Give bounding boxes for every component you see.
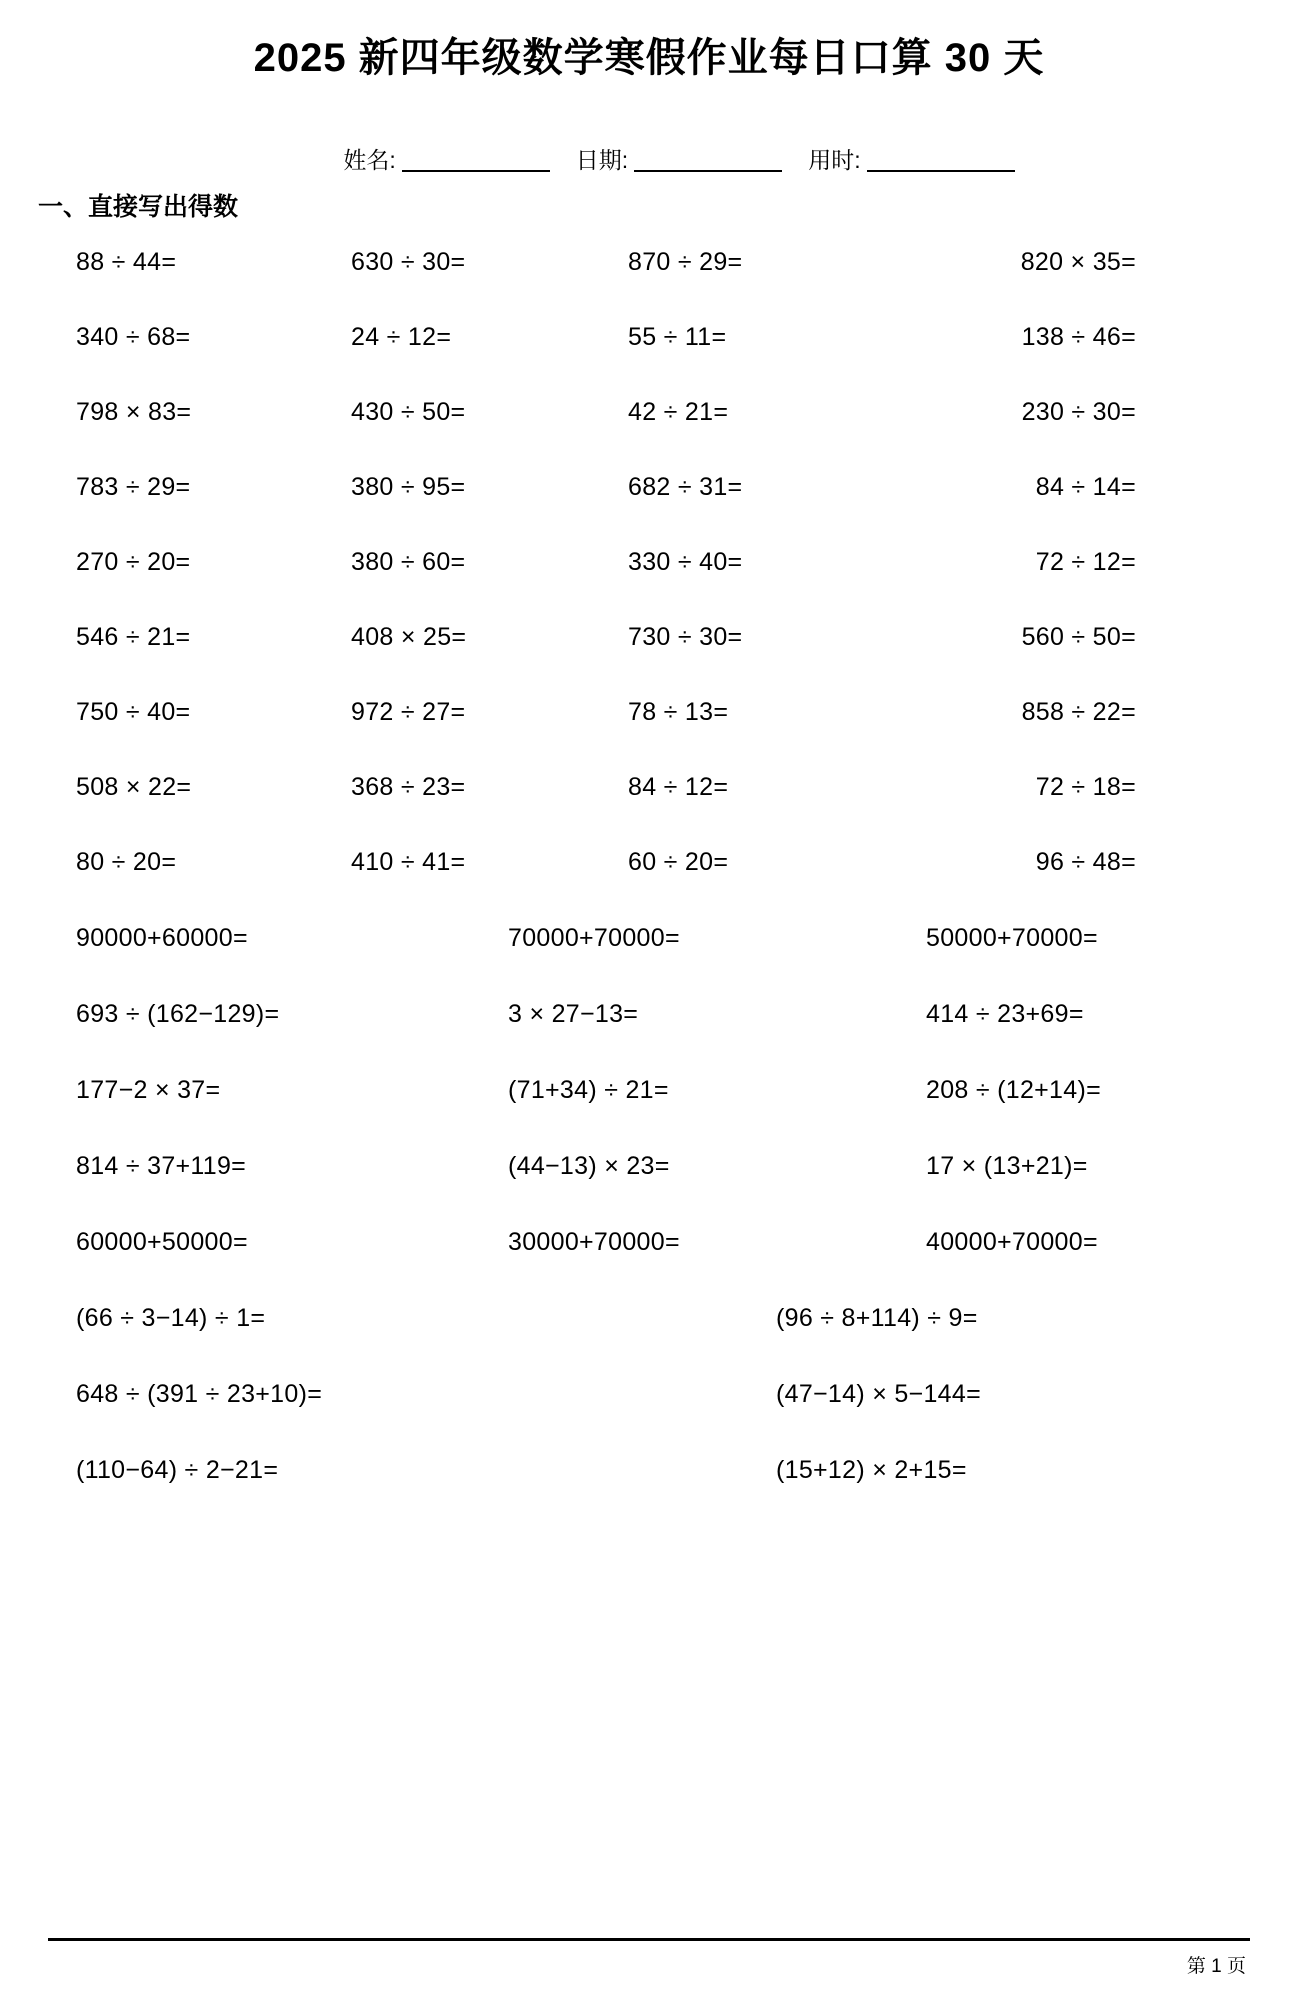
problem-item[interactable]: 693 ÷ (162−129)= bbox=[76, 999, 280, 1028]
problem-item[interactable]: 330 ÷ 40= bbox=[628, 548, 743, 577]
problem-item[interactable]: 798 × 83= bbox=[76, 398, 192, 427]
problem-item[interactable]: 208 ÷ (12+14)= bbox=[926, 1075, 1101, 1104]
problem-row bbox=[48, 1432, 1250, 1508]
problem-item[interactable]: 783 ÷ 29= bbox=[76, 473, 191, 502]
problem-item[interactable]: 96 ÷ 48= bbox=[1035, 848, 1136, 877]
problem-item[interactable]: 380 ÷ 95= bbox=[351, 473, 466, 502]
problem-item[interactable]: 84 ÷ 12= bbox=[628, 773, 729, 802]
problem-item[interactable]: 78 ÷ 13= bbox=[628, 698, 729, 727]
problem-item[interactable]: 72 ÷ 12= bbox=[1035, 548, 1136, 577]
problem-row bbox=[48, 1280, 1250, 1356]
problem-row bbox=[48, 1356, 1250, 1432]
problem-item[interactable]: 368 ÷ 23= bbox=[351, 773, 466, 802]
time-blank-line[interactable] bbox=[867, 150, 1015, 172]
problem-row bbox=[48, 1128, 1250, 1204]
problem-item[interactable]: 546 ÷ 21= bbox=[76, 623, 191, 652]
name-field bbox=[343, 146, 549, 173]
problem-item[interactable]: (15+12) × 2+15= bbox=[776, 1455, 967, 1484]
problem-item[interactable]: 50000+70000= bbox=[926, 923, 1098, 952]
problem-item[interactable]: 858 ÷ 22= bbox=[1021, 698, 1136, 727]
student-info-row bbox=[48, 146, 1250, 173]
problem-list bbox=[48, 225, 1250, 2000]
page-title: 2025 新四年级数学寒假作业每日口算 30 天 bbox=[253, 36, 1045, 80]
problem-row bbox=[48, 525, 1250, 600]
problem-item[interactable]: (44−13) × 23= bbox=[508, 1151, 670, 1180]
problem-row bbox=[48, 900, 1250, 976]
problem-item[interactable]: 870 ÷ 29= bbox=[628, 248, 743, 277]
problem-row bbox=[48, 600, 1250, 675]
name-blank-line[interactable] bbox=[402, 150, 550, 172]
problem-item[interactable]: 972 ÷ 27= bbox=[351, 698, 466, 727]
problem-item[interactable]: 270 ÷ 20= bbox=[76, 548, 191, 577]
problem-item[interactable]: 560 ÷ 50= bbox=[1021, 623, 1136, 652]
problem-item[interactable]: (47−14) × 5−144= bbox=[776, 1379, 981, 1408]
time-field bbox=[808, 146, 1014, 173]
footer-divider bbox=[48, 1938, 1250, 1941]
problem-item[interactable]: 3 × 27−13= bbox=[508, 999, 639, 1028]
problem-item[interactable]: 55 ÷ 11= bbox=[628, 323, 727, 352]
date-field bbox=[575, 146, 782, 173]
problem-row bbox=[48, 825, 1250, 900]
problem-item[interactable]: 30000+70000= bbox=[508, 1227, 680, 1256]
problem-item[interactable]: 380 ÷ 60= bbox=[351, 548, 466, 577]
problem-item[interactable]: 72 ÷ 18= bbox=[1035, 773, 1136, 802]
page-footer bbox=[48, 1938, 1250, 1978]
problem-item[interactable]: 70000+70000= bbox=[508, 923, 680, 952]
date-blank-line[interactable] bbox=[634, 150, 782, 172]
problem-item[interactable]: 84 ÷ 14= bbox=[1035, 473, 1136, 502]
name-label: 姓名: bbox=[343, 146, 396, 173]
problem-item[interactable]: 42 ÷ 21= bbox=[628, 398, 729, 427]
problem-row bbox=[48, 675, 1250, 750]
problem-row bbox=[48, 450, 1250, 525]
page-number: 第 1 页 bbox=[1186, 1956, 1246, 1977]
problem-item[interactable]: 60000+50000= bbox=[76, 1227, 248, 1256]
date-label: 日期: bbox=[575, 146, 629, 173]
problem-item[interactable]: 177−2 × 37= bbox=[76, 1075, 221, 1104]
problem-item[interactable]: 630 ÷ 30= bbox=[351, 248, 466, 277]
problem-item[interactable]: 508 × 22= bbox=[76, 773, 192, 802]
problem-item[interactable]: 820 × 35= bbox=[1020, 248, 1136, 277]
problem-row bbox=[48, 976, 1250, 1052]
problem-item[interactable]: 90000+60000= bbox=[76, 923, 248, 952]
problem-row bbox=[48, 375, 1250, 450]
section-heading: 一、直接写出得数 bbox=[38, 192, 239, 221]
problem-item[interactable]: 80 ÷ 20= bbox=[76, 848, 177, 877]
problem-item[interactable]: 230 ÷ 30= bbox=[1021, 398, 1136, 427]
problem-item[interactable]: 17 × (13+21)= bbox=[926, 1151, 1088, 1180]
problem-row bbox=[48, 300, 1250, 375]
problem-row bbox=[48, 1204, 1250, 1280]
problem-item[interactable]: 40000+70000= bbox=[926, 1227, 1098, 1256]
problem-item[interactable]: 750 ÷ 40= bbox=[76, 698, 191, 727]
problem-item[interactable]: 340 ÷ 68= bbox=[76, 323, 191, 352]
problem-row bbox=[48, 225, 1250, 300]
problem-item[interactable]: 24 ÷ 12= bbox=[351, 323, 452, 352]
time-label: 用时: bbox=[808, 146, 861, 173]
problem-item[interactable]: 60 ÷ 20= bbox=[628, 848, 729, 877]
problem-item[interactable]: 814 ÷ 37+119= bbox=[76, 1151, 247, 1180]
problem-item[interactable]: 414 ÷ 23+69= bbox=[926, 999, 1084, 1028]
problem-item[interactable]: (66 ÷ 3−14) ÷ 1= bbox=[76, 1303, 266, 1332]
problem-item[interactable]: 88 ÷ 44= bbox=[76, 248, 177, 277]
problem-item[interactable]: 682 ÷ 31= bbox=[628, 473, 743, 502]
problem-item[interactable]: 730 ÷ 30= bbox=[628, 623, 743, 652]
problem-item[interactable]: 138 ÷ 46= bbox=[1021, 323, 1136, 352]
problem-item[interactable]: (96 ÷ 8+114) ÷ 9= bbox=[776, 1303, 978, 1332]
problem-row bbox=[48, 750, 1250, 825]
problem-row bbox=[48, 1052, 1250, 1128]
problem-item[interactable]: 408 × 25= bbox=[351, 623, 467, 652]
problem-item[interactable]: 410 ÷ 41= bbox=[351, 848, 466, 877]
problem-item[interactable]: (71+34) ÷ 21= bbox=[508, 1075, 669, 1104]
problem-item[interactable]: 430 ÷ 50= bbox=[351, 398, 466, 427]
problem-item[interactable]: 648 ÷ (391 ÷ 23+10)= bbox=[76, 1379, 323, 1408]
problem-item[interactable]: (110−64) ÷ 2−21= bbox=[76, 1455, 279, 1484]
